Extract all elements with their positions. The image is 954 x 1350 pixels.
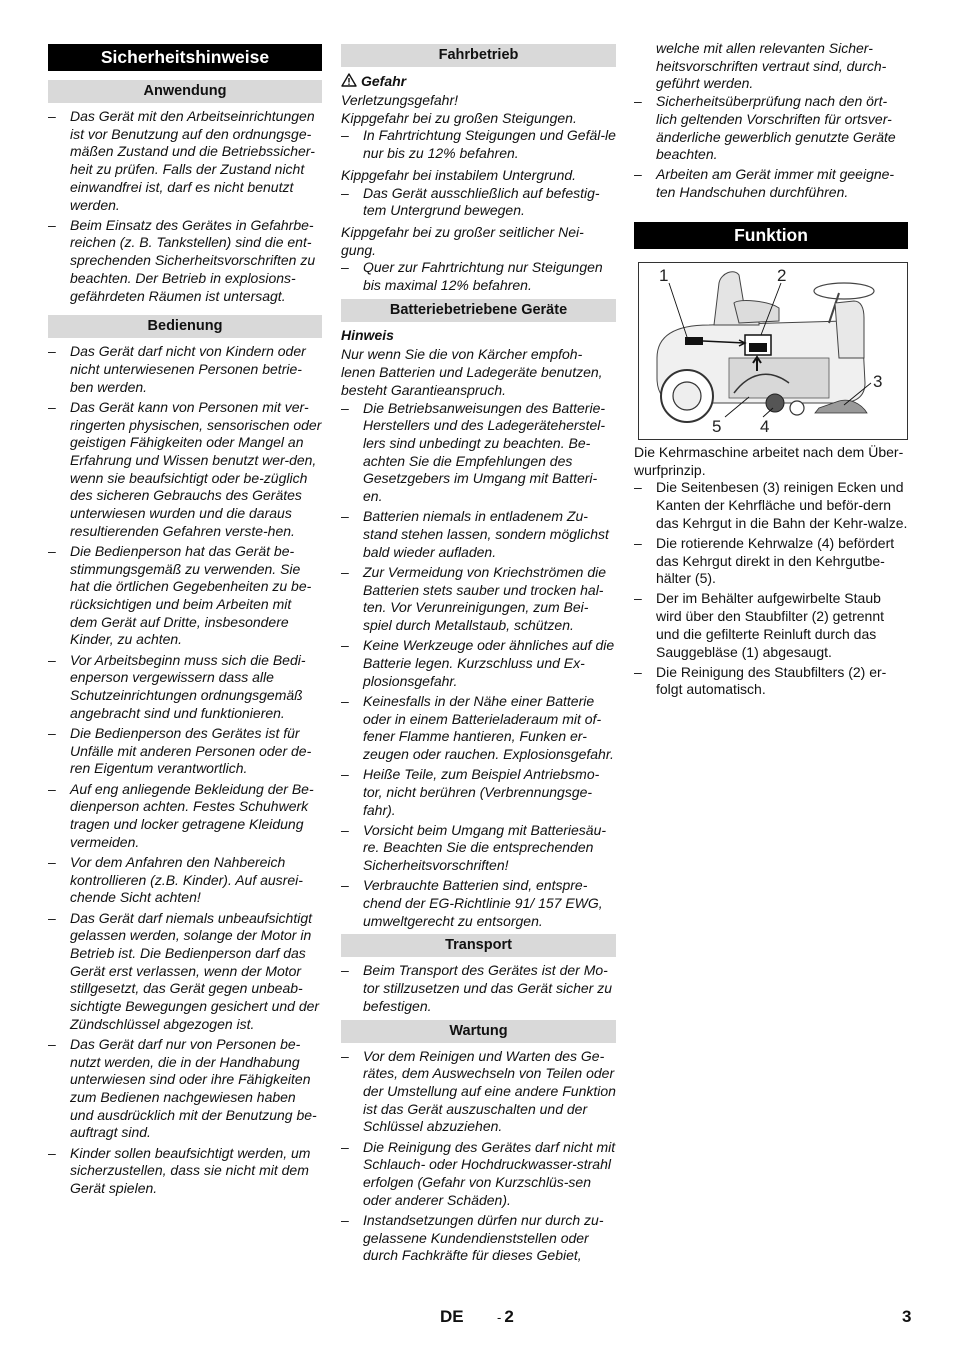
subsection-heading-transport: Transport bbox=[341, 934, 616, 957]
list-item: – Vorsicht beim Umgang mit Batteriesäu-re. Beachten Sie die entsprechenden Sicherheitsvorschriften! bbox=[341, 822, 616, 875]
list-item: – Keine Werkzeuge oder ähnliches auf die Batterie legen. Kurzschluss und Ex-plosionsgefahr. bbox=[341, 637, 616, 690]
injury-text: Verletzungsgefahr! bbox=[341, 92, 458, 108]
list-item: – Die rotierende Kehrwalze (4) befördert das Kehrgut direkt in den Kehrgutbe-hälter (5). bbox=[634, 535, 908, 588]
list-item: – Die Bedienperson des Gerätes ist für Unfälle mit anderen Personen oder de-ren Eigentum verantwortlich. bbox=[48, 725, 322, 778]
list-item: – Quer zur Fahrtrichtung nur Steigungen bis maximal 12% befahren. bbox=[341, 259, 616, 294]
callout-3: 3 bbox=[873, 371, 883, 391]
list-item: – Batterien niemals in entladenem Zu-stand stehen lassen, sondern möglichst bald wieder aufladen. bbox=[341, 508, 616, 561]
list-item: – Kinder sollen beaufsichtigt werden, um sicherzustellen, dass sie nicht mit dem Gerät spielen. bbox=[48, 1145, 322, 1198]
continued-text: welche mit allen relevanten Sicher-heitsvorschriften vertraut sind, durch-geführt werden. bbox=[656, 40, 887, 92]
list-item: – Das Gerät mit den Arbeitseinrichtungen ist vor Benutzung auf den ordnungsge-mäßen Zustand und die Betriebssicher-heit zu prüfen. Falls der Zustand nicht einwandfrei ist, darf es nicht benutzt werden. bbox=[48, 108, 322, 214]
hint-text: Nur wenn Sie die von Kärcher empfoh-lenen Batterien und Ladegeräte benutzen, besteht Garantieanspruch. bbox=[341, 346, 603, 398]
section-title-safety: Sicherheitshinweise bbox=[48, 44, 322, 71]
tilt-text-1: Kippgefahr bei zu großen Steigungen. bbox=[341, 109, 577, 126]
footer-language: DE bbox=[440, 1307, 464, 1326]
list-item: – Sicherheitsüberprüfung nach den ört-lich geltenden Vorschriften für ortsver-änderliche gewerblich genutzte Geräte beachten. bbox=[634, 93, 908, 164]
list-item: – In Fahrtrichtung Steigungen und Gefäl-le nur bis zu 12% befahren. bbox=[341, 127, 616, 162]
subsection-heading-anwendung: Anwendung bbox=[48, 80, 322, 103]
callout-4: 4 bbox=[760, 416, 770, 436]
footer-language-page bbox=[497, 1307, 514, 1327]
hint-label: Hinweis bbox=[341, 326, 394, 343]
list-item: – Beim Transport des Gerätes ist der Mo-tor stillzusetzen und das Gerät sicher zu befestigen. bbox=[341, 962, 616, 1015]
funktion-intro: Die Kehrmaschine arbeitet nach dem Über-wurfprinzip. bbox=[634, 443, 904, 478]
tilt-text-2: Kippgefahr bei instabilem Untergrund. bbox=[341, 166, 577, 183]
battery-list bbox=[341, 400, 616, 931]
subsection-heading-fahrbetrieb: Fahrbetrieb bbox=[341, 44, 616, 67]
list-item: – Das Gerät darf nur von Personen be-nutzt werden, die in der Handhabung unterwiesen sind oder ihre Fähigkeiten zum Bedienen nachgewiesen haben und ausdrücklich mit der Benutzung be-auftragt sind. bbox=[48, 1036, 322, 1142]
warning-text: Gefahr bbox=[361, 73, 407, 89]
column-left bbox=[48, 44, 322, 1202]
footer-lang-page-number: 2 bbox=[504, 1307, 514, 1326]
column-middle bbox=[341, 44, 616, 1269]
tilt-text-3: Kippgefahr bei zu großer seitlicher Nei-gung. bbox=[341, 223, 584, 258]
list-item: – Zur Vermeidung von Kriechströmen die Batterien stets sauber und trocken hal-ten. Vor Verunreinigungen, zum Bei-spiel durch Metallstaub, schützen. bbox=[341, 564, 616, 635]
funktion-list bbox=[634, 479, 908, 699]
callout-2: 2 bbox=[777, 265, 787, 285]
tilt-list-2 bbox=[341, 185, 616, 220]
list-item: – Keinesfalls in der Nähe einer Batterie oder in einem Batterieladeraum mit of-fener Flamme hantieren, Funken er-zeugen oder rauchen. Explosionsgefahr. bbox=[341, 693, 616, 764]
list-item: – Die Betriebsanweisungen des Batterie-Herstellers und des Ladegeräteherstel-lers sind unbedingt zu beachten. Be-achten Sie die Empfehlungen des Gesetzgebers im Umgang mit Batteri-en. bbox=[341, 400, 616, 506]
warning-triangle-icon bbox=[341, 73, 357, 87]
transport-list bbox=[341, 962, 616, 1015]
list-item: – Die Seitenbesen (3) reinigen Ecken und Kanten der Kehrfläche und beför-dern das Kehrgut in die Bahn der Kehr-walze. bbox=[634, 479, 908, 532]
anwendung-list bbox=[48, 108, 322, 305]
sweeper-diagram bbox=[638, 262, 908, 440]
bedienung-list bbox=[48, 343, 322, 1198]
list-item: – Vor Arbeitsbeginn muss sich die Bedi-enperson vergewissern dass alle Schutzeinrichtungen ordnungsgemäß angebracht sind und funktionieren. bbox=[48, 652, 322, 723]
list-item: – Das Gerät kann von Personen mit ver-ringerten physischen, sensorischen oder geistigen Fähigkeiten oder Mangel an Erfahrung und Wissen benutzt wer-den, wenn sie beaufsichtigt oder be-züglich des sicheren Gebrauchs des Gerätes unterwiesen wurden und die daraus resultierenden Gefahren verste-hen. bbox=[48, 399, 322, 541]
footer-dash: - bbox=[497, 1310, 502, 1325]
wartung-list bbox=[341, 1048, 616, 1265]
section-title-funktion: Funktion bbox=[634, 222, 908, 249]
callout-1: 1 bbox=[659, 265, 669, 285]
subsection-heading-wartung: Wartung bbox=[341, 1020, 616, 1043]
list-item: – Beim Einsatz des Gerätes in Gefahrbe-reichen (z. B. Tankstellen) sind die ent-sprechenden Sicherheitsvorschriften zu beachten. Der Betrieb in explosions-gefährdeten Räumen ist untersagt. bbox=[48, 217, 322, 306]
list-item: – Die Reinigung des Gerätes darf nicht mit Schlauch- oder Hochdruckwasser-strahl erfolgen (Gefahr von Kurzschlüs-sen oder anderer Schäden). bbox=[341, 1139, 616, 1210]
list-item: – Auf eng anliegende Bekleidung der Be-dienperson achten. Festes Schuhwerk tragen und locker getragene Kleidung vermeiden. bbox=[48, 781, 322, 852]
callout-5: 5 bbox=[712, 416, 722, 436]
tilt-list-1 bbox=[341, 127, 616, 162]
subsection-heading-batterie: Batteriebetriebene Geräte bbox=[341, 299, 616, 322]
warning-label bbox=[341, 72, 616, 90]
list-item: – Arbeiten am Gerät immer mit geeigne-ten Handschuhen durchführen. bbox=[634, 166, 908, 201]
list-item: – Instandsetzungen dürfen nur durch zu-gelassene Kundendienststellen oder durch Fachkräfte für dieses Gebiet, bbox=[341, 1212, 616, 1265]
list-item: – Die Bedienperson hat das Gerät be-stimmungsgemäß zu verwenden. Sie hat die örtlichen Gegebenheiten zu be-rücksichtigen und beim Arbeiten mit dem Gerät auf Dritte, insbesondere Kinder, zu achten. bbox=[48, 543, 322, 649]
column-right bbox=[634, 40, 908, 703]
list-item: – Die Reinigung des Staubfilters (2) er-folgt automatisch. bbox=[634, 664, 908, 699]
list-item: – Verbrauchte Batterien sind, entspre-chend der EG-Richtlinie 91/ 157 EWG, umweltgerecht zu entsorgen. bbox=[341, 877, 616, 930]
sweeper-illustration bbox=[639, 263, 907, 439]
list-item: – Vor dem Anfahren den Nahbereich kontrollieren (z.B. Kinder). Auf ausrei-chende Sicht achten! bbox=[48, 854, 322, 907]
list-item: – Das Gerät ausschließlich auf befestig-tem Untergrund bewegen. bbox=[341, 185, 616, 220]
footer-page-number: 3 bbox=[902, 1307, 912, 1326]
list-item: – Das Gerät darf nicht von Kindern oder nicht unterwiesenen Personen betrie-ben werden. bbox=[48, 343, 322, 396]
list-item: – Heiße Teile, zum Beispiel Antriebsmo-tor, nicht berühren (Verbrennungsge-fahr). bbox=[341, 766, 616, 819]
subsection-heading-bedienung: Bedienung bbox=[48, 315, 322, 338]
list-item: – Der im Behälter aufgewirbelte Staub wird über den Staubfilter (2) getrennt und die gefilterte Reinluft durch das Sauggebläse (1) abgesaugt. bbox=[634, 590, 908, 661]
tilt-list-3 bbox=[341, 259, 616, 294]
continued-list bbox=[634, 93, 908, 202]
list-item: – Das Gerät darf niemals unbeaufsichtigt gelassen werden, solange der Motor in Betrieb ist. Die Bedienperson darf das Gerät erst verlassen, wenn der Motor stillgesetzt, das Gerät gegen unbeab-sichtigte Bewegungen gesichert und der Zündschlüssel abgezogen ist. bbox=[48, 910, 322, 1034]
list-item: – Vor dem Reinigen und Warten des Ge-rätes, dem Auswechseln von Teilen oder der Umstellung auf eine andere Funktion ist das Gerät auszuschalten und der Schlüssel abzuziehen. bbox=[341, 1048, 616, 1137]
